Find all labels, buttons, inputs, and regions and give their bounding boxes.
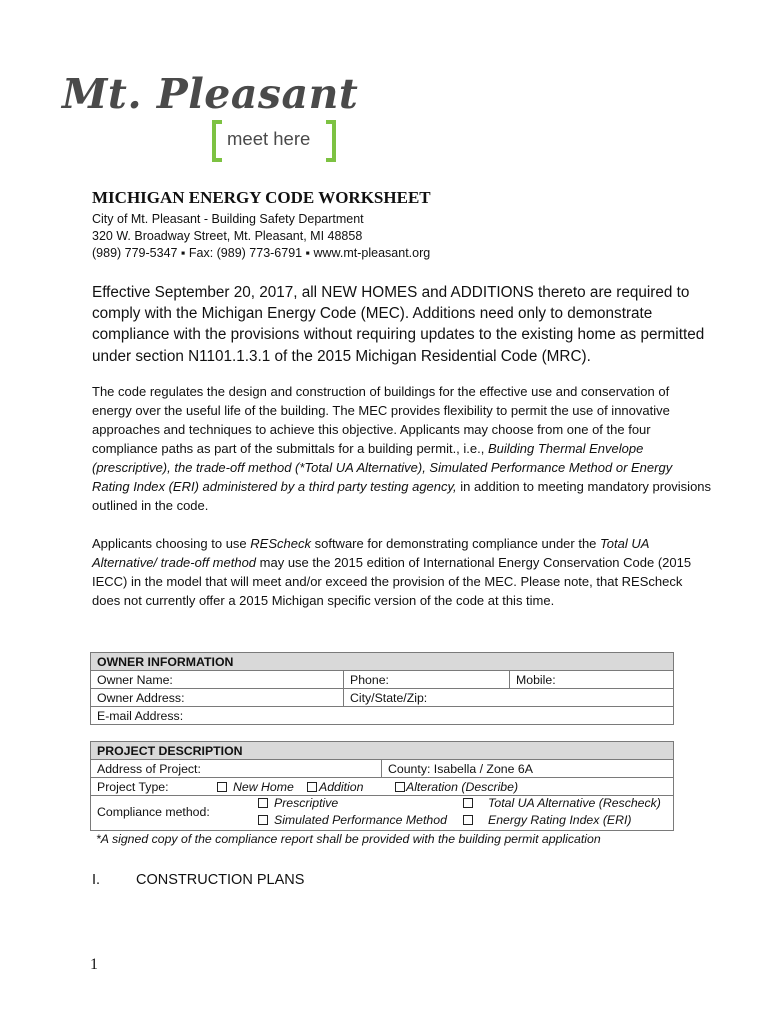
department-line: City of Mt. Pleasant - Building Safety Department (92, 212, 364, 226)
city-state-zip-field[interactable]: City/State/Zip: (344, 689, 674, 707)
email-address-field[interactable]: E-mail Address: (91, 707, 674, 725)
addition-label: Addition (319, 779, 364, 794)
rescheck-paragraph (92, 534, 712, 610)
county-field: County: Isabella / Zone 6A (382, 760, 674, 778)
project-type-label: Project Type: (97, 779, 169, 794)
paragraph-text: in addition to meeting mandatory provisions outlined in the code. (92, 479, 712, 513)
code-description-paragraph (92, 382, 712, 515)
section-title: CONSTRUCTION PLANS (136, 872, 305, 888)
street-address-line: 320 W. Broadway Street, Mt. Pleasant, MI 48858 (92, 229, 363, 243)
eri-label: Energy Rating Index (ERI) (488, 813, 632, 827)
phone-field[interactable]: Phone: (344, 671, 510, 689)
logo-tagline (212, 120, 336, 162)
project-description-table (90, 741, 674, 831)
simulated-performance-option (258, 813, 447, 827)
simulated-performance-checkbox[interactable] (258, 815, 268, 825)
project-description-header: PROJECT DESCRIPTION (91, 742, 674, 760)
mobile-field[interactable]: Mobile: (510, 671, 674, 689)
total-ua-checkbox[interactable] (463, 798, 473, 808)
alteration-checkbox[interactable] (395, 782, 405, 792)
addition-checkbox[interactable] (307, 782, 317, 792)
owner-information-header: OWNER INFORMATION (91, 653, 674, 671)
paragraph-text: software for demonstrating compliance under the (310, 536, 601, 551)
prescriptive-option (258, 796, 338, 810)
alteration-label: Alteration (Describe) (406, 779, 519, 794)
project-address-field[interactable]: Address of Project: (91, 760, 382, 778)
prescriptive-label: Prescriptive (274, 796, 339, 810)
compliance-method-label: Compliance method: (97, 805, 210, 819)
total-ua-label: Total UA Alternative (Rescheck) (488, 796, 661, 810)
city-logo-wordmark: Mt. Pleasant (62, 70, 359, 118)
right-bracket-icon (326, 120, 336, 162)
owner-information-table (90, 652, 674, 725)
new-home-label: New Home (233, 779, 294, 794)
page-number: 1 (90, 956, 98, 973)
project-type-row (91, 778, 674, 796)
left-bracket-icon (212, 120, 222, 162)
eri-option (463, 813, 632, 827)
total-ua-text: Total UA Alternative/ trade-off method (92, 536, 649, 570)
owner-name-field[interactable]: Owner Name: (91, 671, 344, 689)
paragraph-text: Applicants choosing to use (92, 536, 251, 551)
tagline-text: meet here (227, 128, 311, 149)
simulated-performance-label: Simulated Performance Method (274, 813, 447, 827)
compliance-method-grid (91, 796, 673, 830)
worksheet-title: MICHIGAN ENERGY CODE WORKSHEET (92, 188, 431, 207)
new-home-checkbox[interactable] (217, 782, 227, 792)
total-ua-option (463, 796, 661, 810)
eri-checkbox[interactable] (463, 815, 473, 825)
rescheck-text: REScheck (250, 536, 311, 551)
compliance-paths-text: Building Thermal Envelope (prescriptive), the trade-off method (*Total UA Alternative), Simulated Performance Method or Energy Rating Index (ERI) administered by a third party testing agency, (92, 441, 673, 494)
section-number: I. (92, 872, 101, 888)
compliance-method-row (91, 796, 674, 831)
contact-line: (989) 779-5347 ▪ Fax: (989) 773-6791 ▪ www.mt-pleasant.org (92, 246, 431, 260)
owner-address-field[interactable]: Owner Address: (91, 689, 344, 707)
intro-paragraph: Effective September 20, 2017, all NEW HOMES and ADDITIONS thereto are required to comply with the Michigan Energy Code (MEC). Additions need only to demonstrate compliance with the provisions without requiring updates to the existing home as permitted under section N1101.1.3.1 of the 2015 Michigan Residential Code (MRC). (92, 284, 705, 365)
prescriptive-checkbox[interactable] (258, 798, 268, 808)
paragraph-text: The code regulates the design and construction of buildings for the effective use and conservation of energy over the useful life of the building. The MEC provides flexibility to permit the use of innovative approaches and techniques to achieve this objective. Applicants may choose from one of the four compliance paths as part of the submittals for a building permit., i.e., (92, 384, 670, 456)
paragraph-text: may use the 2015 edition of International Energy Conservation Code (2015 IECC) in the model that will meet and/or exceed the provision of the MEC. Please note, that REScheck does not currently offer a 2015 Michigan specific version of the code at this time. (92, 555, 692, 608)
compliance-report-note: *A signed copy of the compliance report shall be provided with the building permit application (96, 832, 601, 846)
